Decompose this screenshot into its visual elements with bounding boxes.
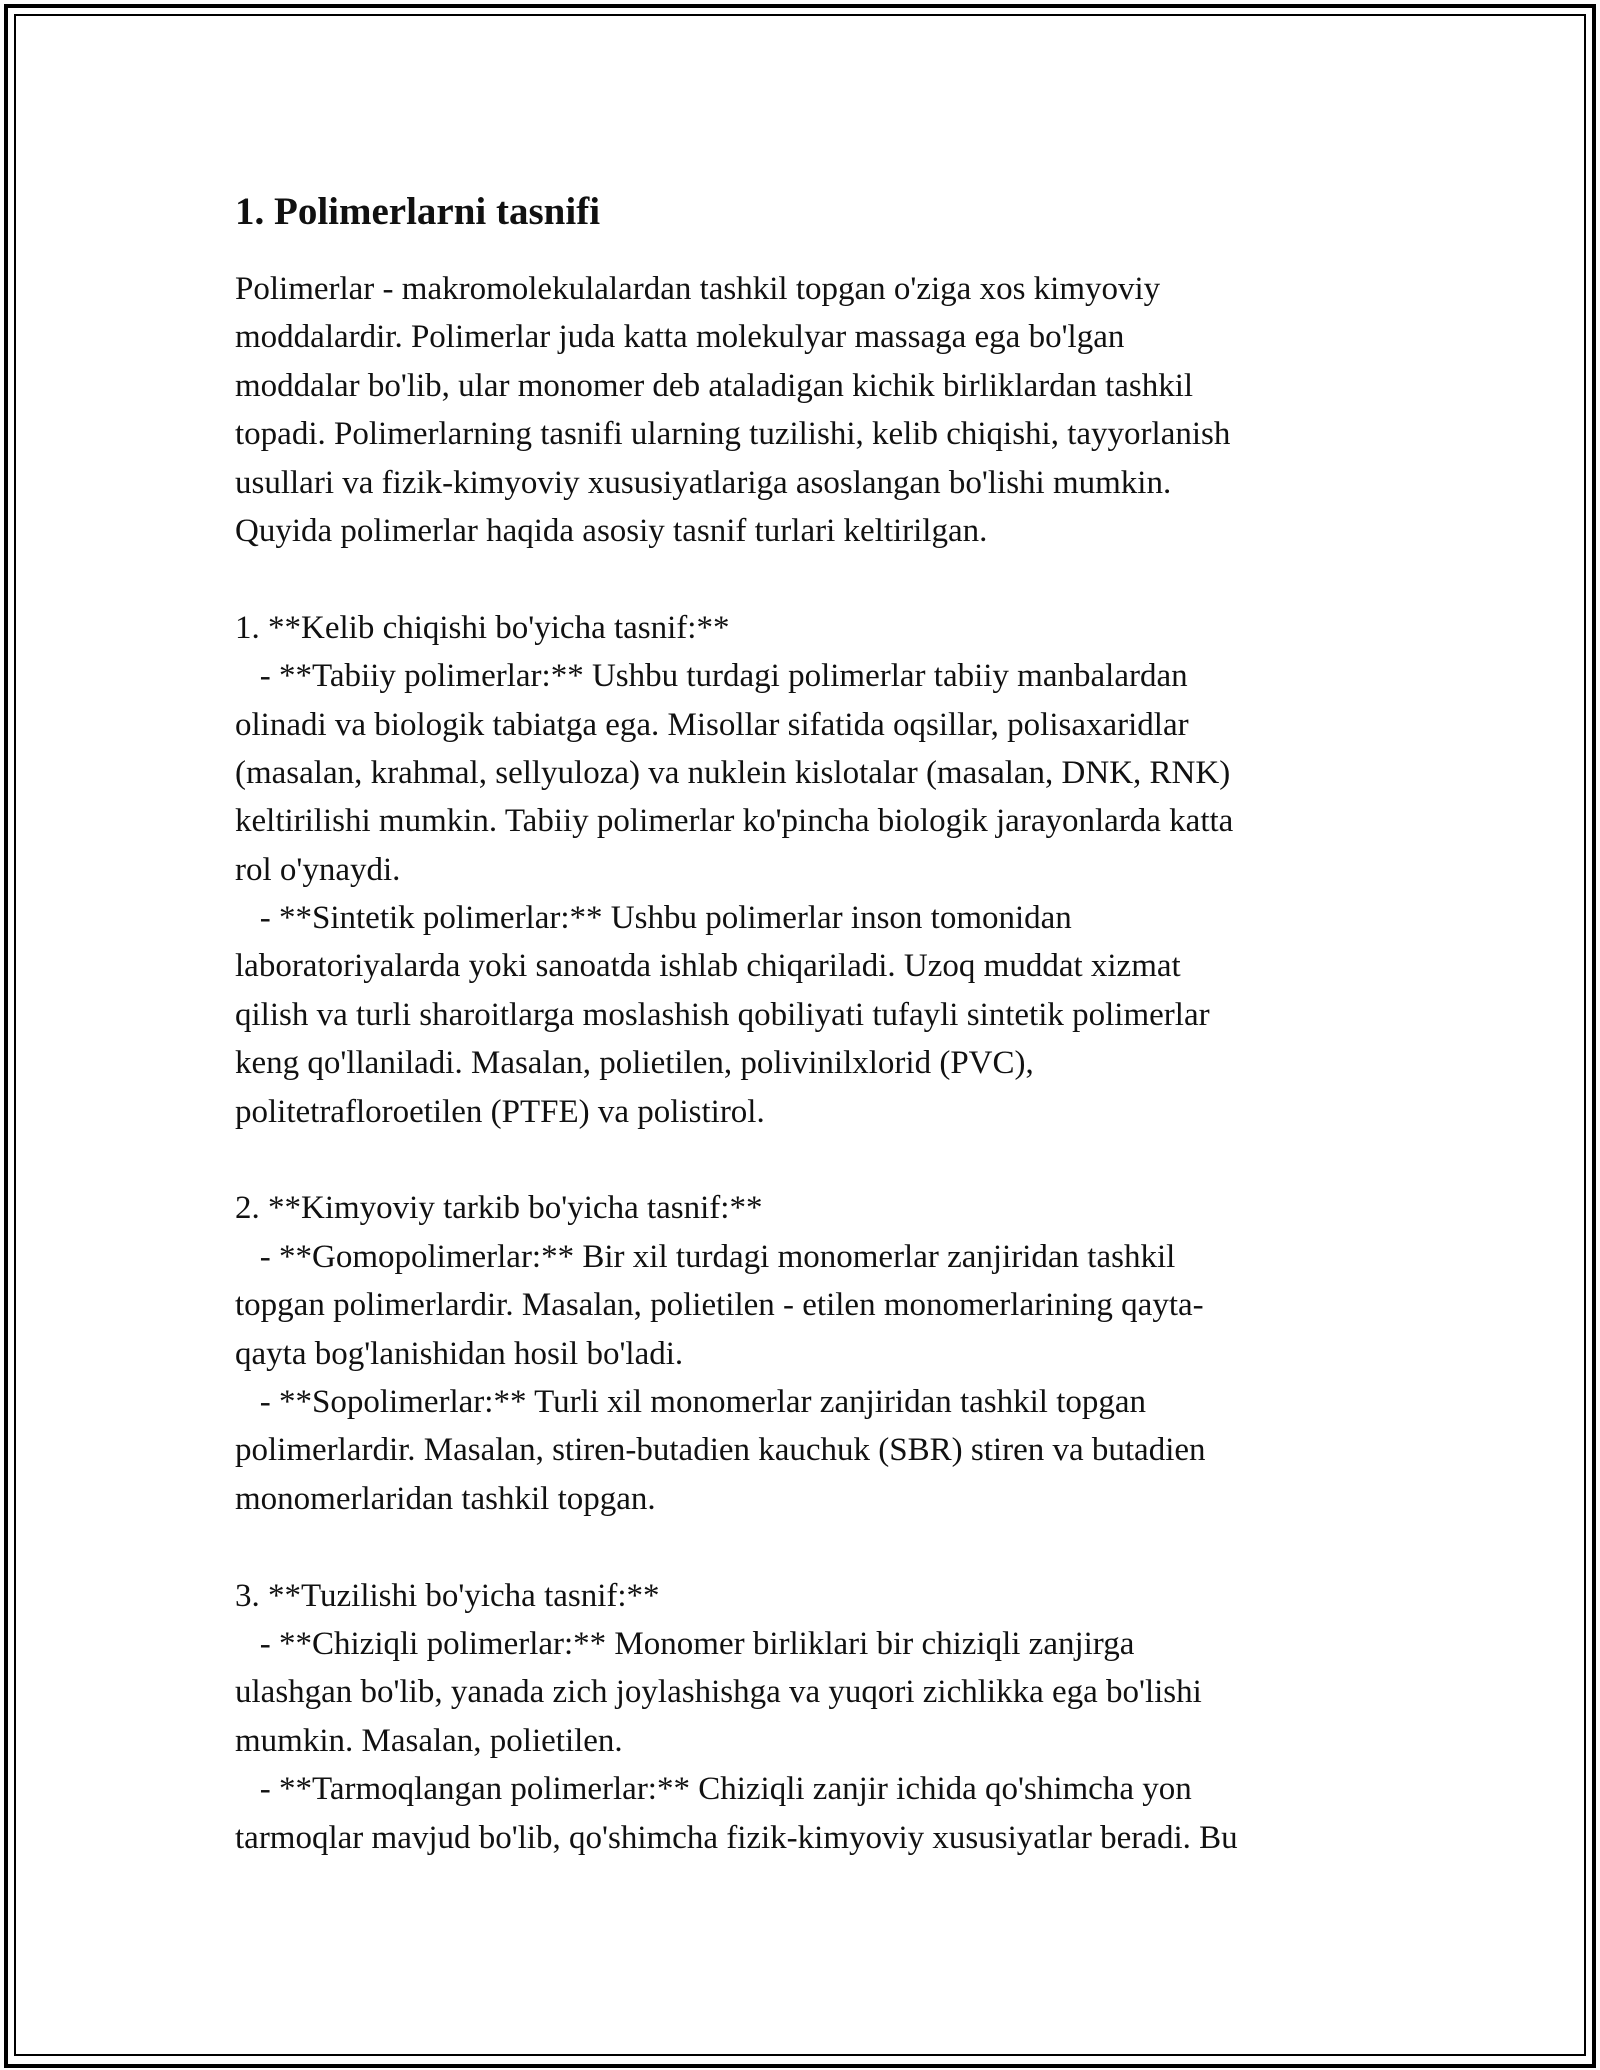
text-line: rol o'ynaydi. (235, 851, 401, 888)
text-line: - **Sintetik polimerlar:** Ushbu polimerlar inson tomonidan (235, 900, 1072, 937)
blank-line (235, 1523, 1355, 1571)
blank-line (235, 555, 1355, 603)
text-line: - **Tarmoqlangan polimerlar:** Chiziqli zanjir ichida qo'shimcha yon (235, 1771, 1192, 1808)
text-line: tarmoqlar mavjud bo'lib, qo'shimcha fizik-kimyoviy xususiyatlar beradi. Bu (235, 1819, 1238, 1856)
text-line: mumkin. Masalan, polietilen. (235, 1722, 623, 1759)
text-line: qayta bog'lanishidan hosil bo'ladi. (235, 1335, 684, 1372)
text-line: topgan polimerlardir. Masalan, polietilen - etilen monomerlarining qayta- (235, 1287, 1204, 1324)
text-line: moddalar bo'lib, ular monomer deb ataladigan kichik birliklardan tashkil (235, 367, 1194, 404)
text-line: moddalardir. Polimerlar juda katta molekulyar massaga ega bo'lgan (235, 319, 1125, 356)
text-line: polimerlardir. Masalan, stiren-butadien kauchuk (SBR) stiren va butadien (235, 1432, 1206, 1469)
text-line: 2. **Kimyoviy tarkib bo'yicha tasnif:** (235, 1190, 763, 1227)
text-line: monomerlaridan tashkil topgan. (235, 1480, 656, 1517)
text-line: keng qo'llaniladi. Masalan, polietilen, polivinilxlorid (PVC), (235, 1045, 1034, 1082)
text-line: politetrafloroetilen (PTFE) va polistirol. (235, 1093, 765, 1130)
text-line: usullari va fizik-kimyoviy xususiyatlariga asoslangan bo'lishi mumkin. (235, 464, 1172, 501)
text-line: ulashgan bo'lib, yanada zich joylashishga va yuqori zichlikka ega bo'lishi (235, 1674, 1202, 1711)
text-line: keltirilishi mumkin. Tabiiy polimerlar ko'pincha biologik jarayonlarda katta (235, 803, 1234, 840)
text-line: - **Chiziqli polimerlar:** Monomer birliklari bir chiziqli zanjirga (235, 1625, 1135, 1662)
text-line: 3. **Tuzilishi bo'yicha tasnif:** (235, 1577, 660, 1614)
body-text (235, 265, 1355, 1862)
text-line: Polimerlar - makromolekulalardan tashkil topgan o'ziga xos kimyoviy (235, 271, 1161, 307)
text-line: - **Sopolimerlar:** Turli xil monomerlar zanjiridan tashkil topgan (235, 1383, 1147, 1420)
text-line: laboratoriyalarda yoki sanoatda ishlab chiqariladi. Uzoq muddat xizmat (235, 948, 1181, 985)
document-body (235, 185, 1355, 1862)
section-heading: 1. Polimerlarni tasnifi (235, 190, 601, 233)
text-line: 1. **Kelib chiqishi bo'yicha tasnif:** (235, 609, 730, 646)
text-line: (masalan, krahmal, sellyuloza) va nuklein kislotalar (masalan, DNK, RNK) (235, 754, 1231, 791)
text-line: olinadi va biologik tabiatga ega. Misollar sifatida oqsillar, polisaxaridlar (235, 706, 1189, 743)
text-line: - **Tabiiy polimerlar:** Ushbu turdagi polimerlar tabiiy manbalardan (235, 658, 1188, 695)
text-line: - **Gomopolimerlar:** Bir xil turdagi monomerlar zanjiridan tashkil (235, 1238, 1176, 1275)
text-line: Quyida polimerlar haqida asosiy tasnif turlari keltirilgan. (235, 512, 988, 549)
text-line: topadi. Polimerlarning tasnifi ularning tuzilishi, kelib chiqishi, tayyorlanish (235, 416, 1231, 453)
blank-line (235, 1136, 1355, 1184)
text-line: qilish va turli sharoitlarga moslashish qobiliyati tufayli sintetik polimerlar (235, 996, 1210, 1033)
